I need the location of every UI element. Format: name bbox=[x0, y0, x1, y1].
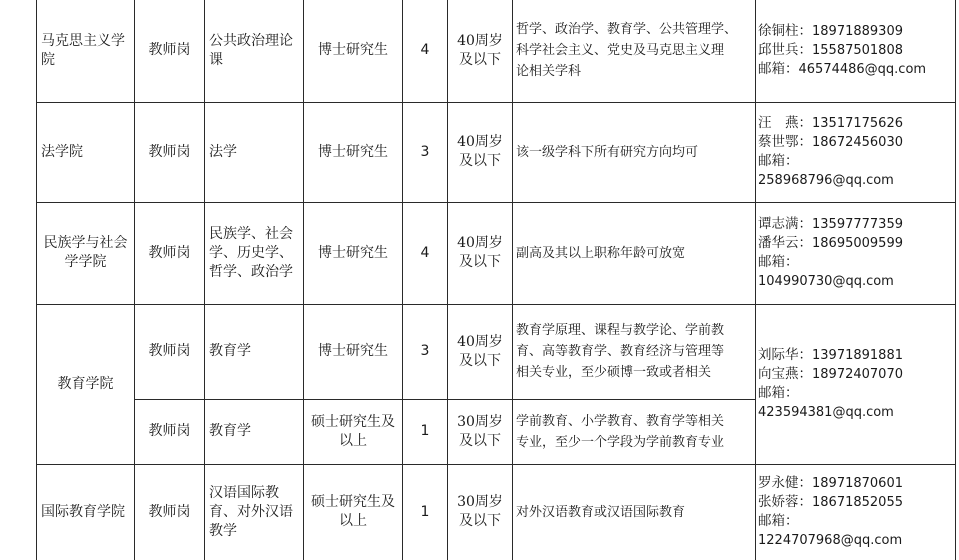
count-cell: 4 bbox=[403, 0, 448, 102]
post-cell: 教师岗 bbox=[135, 399, 205, 464]
count-cell: 4 bbox=[403, 202, 448, 304]
college-cell: 马克思主义学院 bbox=[37, 0, 135, 102]
count-cell: 3 bbox=[403, 304, 448, 399]
discipline-cell: 汉语国际教育、对外汉语教学 bbox=[205, 464, 304, 560]
requirement-cell: 学前教育、小学教育、教育学等相关 专业，至少一个学段为学前教育专业 bbox=[513, 399, 756, 464]
age-cell: 30周岁 及以下 bbox=[448, 399, 513, 464]
discipline-cell: 教育学 bbox=[205, 399, 304, 464]
degree-cell: 博士研究生 bbox=[304, 0, 403, 102]
age-cell: 40周岁 及以下 bbox=[448, 304, 513, 399]
table-row bbox=[37, 202, 956, 304]
requirement-cell: 该一级学科下所有研究方向均可 bbox=[513, 102, 756, 202]
count-cell: 1 bbox=[403, 399, 448, 464]
contact-cell: 刘际华：13971891881 向宝燕：18972407070 邮箱： 423594381@qq.com bbox=[756, 304, 956, 464]
requirement-cell: 副高及其以上职称年龄可放宽 bbox=[513, 202, 756, 304]
age-cell: 40周岁 及以下 bbox=[448, 0, 513, 102]
age-cell: 30周岁 及以下 bbox=[448, 464, 513, 560]
count-cell: 1 bbox=[403, 464, 448, 560]
post-cell: 教师岗 bbox=[135, 464, 205, 560]
degree-cell: 硕士研究生及 以上 bbox=[304, 399, 403, 464]
discipline-cell: 公共政治理论课 bbox=[205, 0, 304, 102]
discipline-cell: 民族学、社会学、历史学、哲学、政治学 bbox=[205, 202, 304, 304]
post-cell: 教师岗 bbox=[135, 202, 205, 304]
age-cell: 40周岁 及以下 bbox=[448, 202, 513, 304]
table-row bbox=[37, 464, 956, 560]
contact-cell: 徐铜柱：18971889309 邱世兵：15587501808 邮箱：46574486@qq.com bbox=[756, 0, 956, 102]
degree-cell: 博士研究生 bbox=[304, 102, 403, 202]
degree-cell: 博士研究生 bbox=[304, 304, 403, 399]
age-cell: 40周岁 及以下 bbox=[448, 102, 513, 202]
discipline-cell: 教育学 bbox=[205, 304, 304, 399]
contact-cell: 谭志满：13597777359 潘华云：18695009599 邮箱： 104990730@qq.com bbox=[756, 202, 956, 304]
college-cell: 法学院 bbox=[37, 102, 135, 202]
college-cell: 国际教育学院 bbox=[37, 464, 135, 560]
requirement-cell: 对外汉语教育或汉语国际教育 bbox=[513, 464, 756, 560]
college-cell: 教育学院 bbox=[37, 304, 135, 464]
college-cell: 民族学与社会学学院 bbox=[37, 202, 135, 304]
contact-cell: 罗永健：18971870601 张娇蓉：18671852055 邮箱： 1224707968@qq.com bbox=[756, 464, 956, 560]
post-cell: 教师岗 bbox=[135, 304, 205, 399]
count-cell: 3 bbox=[403, 102, 448, 202]
discipline-cell: 法学 bbox=[205, 102, 304, 202]
degree-cell: 硕士研究生及 以上 bbox=[304, 464, 403, 560]
table-row bbox=[37, 0, 956, 102]
table-row bbox=[37, 304, 956, 399]
post-cell: 教师岗 bbox=[135, 0, 205, 102]
degree-cell: 博士研究生 bbox=[304, 202, 403, 304]
post-cell: 教师岗 bbox=[135, 102, 205, 202]
requirement-cell: 哲学、政治学、教育学、公共管理学、 科学社会主义、党史及马克思主义理 论相关学科 bbox=[513, 0, 756, 102]
contact-cell: 汪 燕：13517175626 蔡世鄂：18672456030 邮箱： 258968796@qq.com bbox=[756, 102, 956, 202]
recruitment-table bbox=[36, 0, 956, 560]
table-row bbox=[37, 102, 956, 202]
requirement-cell: 教育学原理、课程与教学论、学前教 育、高等教育学、教育经济与管理等 相关专业，至少硕博一致或者相关 bbox=[513, 304, 756, 399]
